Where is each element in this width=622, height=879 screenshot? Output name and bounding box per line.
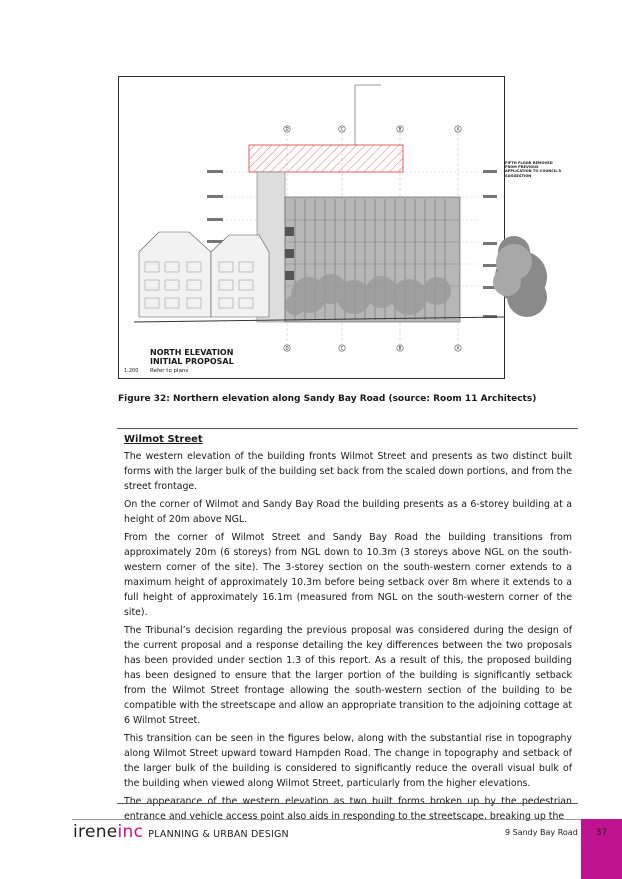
figure-scale: 1:200: [124, 368, 139, 374]
figure-caption: Figure 32: Northern elevation along Sandy Bay Road (source: Room 11 Architects): [118, 394, 537, 404]
footer-address: 9 Sandy Bay Road: [505, 828, 578, 837]
page-number-tab: [581, 819, 622, 879]
grid-label: D: [285, 345, 289, 351]
level-tags-right: [483, 170, 497, 318]
removed-floor-hatch: [249, 145, 403, 172]
figure-title-line1: NORTH ELEVATION: [150, 348, 234, 357]
brand-tagline: PLANNING & URBAN DESIGN: [148, 829, 289, 840]
figure-refer: Refer to plans: [150, 368, 189, 374]
footer-rule: [72, 819, 582, 820]
grid-label: C: [340, 345, 344, 351]
paragraph: The appearance of the western elevation as two built forms broken up by the pedestrian entrance and vehicle access point also aids in responding to the streetscape, breaking up the: [124, 796, 572, 822]
section-top-rule: [117, 428, 578, 429]
grid-label: A: [456, 345, 460, 351]
figure-title: [150, 348, 234, 366]
neighbour-building: [139, 232, 269, 317]
elevation-figure: [118, 76, 562, 379]
paragraph: From the corner of Wilmot Street and Sandy Bay Road the building transitions from approximately 20m (6 storeys) from NGL down to 10.3m (3 storeys above NGL on the south-western corner of the site). The 3-storey section on the south-western corner extends to a maximum height of approximately 10.3m before being setback over 8m where it extends to a full height of approximately 16.1m (measured from NGL on the south-western corner of the site).: [124, 532, 572, 618]
grid-label: B: [398, 345, 402, 351]
brand-name-part1: irene: [73, 822, 118, 842]
paragraph: On the corner of Wilmot and Sandy Bay Road the building presents as a 6-storey building at a height of 20m above NGL.: [124, 499, 572, 525]
brand-name-part2: inc: [117, 822, 144, 842]
grid-label: D: [285, 126, 289, 132]
grid-label: C: [340, 126, 344, 132]
grid-label: A: [456, 126, 460, 132]
page-number: 37: [595, 828, 608, 838]
paragraph: This transition can be seen in the figures below, along with the substantial rise in topography along Wilmot Street upward toward Hampden Road. The change in topography and setback of the larger bulk of the building is considered to significantly reduce the overall visual bulk of the building when viewed along Wilmot Street, particularly from the higher elevations.: [124, 733, 572, 789]
section-heading: Wilmot Street: [124, 434, 203, 445]
figure-title-line2: INITIAL PROPOSAL: [150, 357, 234, 366]
paragraph: The Tribunal’s decision regarding the previous proposal was considered during the design of the current proposal and a response detailing the key differences between the two proposals has been provided under section 1.3 of this report. As a result of this, the proposed building has been designed to ensure that the larger portion of the building is significantly setback from the Wilmot Street frontage allowing the south-western section of the building to be compatible with the streetscape and allow an appropriate transition to the adjoining cottage at 6 Wilmot Street.: [124, 625, 572, 726]
paragraph: The western elevation of the building fronts Wilmot Street and presents as two distinct built forms with the larger bulk of the building set back from the scaled down portions, and from the street frontage.: [124, 451, 572, 492]
fig-note: FIFTH FLOOR REMOVED FROM PREVIOUS APPLICATION TO COUNCIL'S SUGGESTION: [505, 161, 562, 178]
grid-label: B: [398, 126, 402, 132]
section-bottom-rule: [117, 803, 578, 804]
section-body: [124, 449, 572, 822]
brand-logo: [73, 821, 289, 846]
north-elevation-drawing: [119, 77, 504, 378]
